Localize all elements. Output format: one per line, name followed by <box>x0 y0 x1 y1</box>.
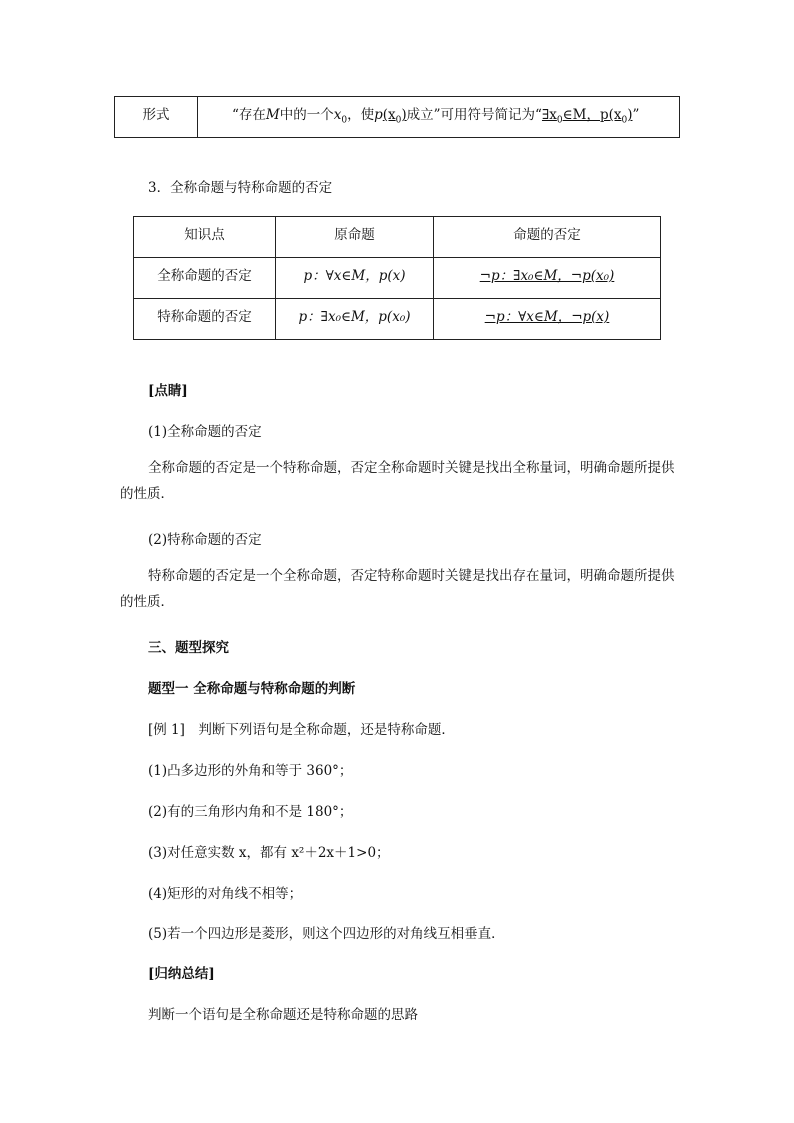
type1-heading: 题型一 全称命题与特称命题的判断 <box>148 681 356 697</box>
form-table <box>114 96 680 138</box>
header-neg: 命题的否定 <box>513 227 581 243</box>
section-three-heading: 三、题型探究 <box>148 640 229 656</box>
row-orig: p：∃x₀∈M，p(x₀) <box>298 309 411 325</box>
form-content-cell <box>198 97 680 138</box>
row-neg: ¬p：∃x₀∈M，¬p(x₀) <box>479 268 615 284</box>
table-row <box>134 299 661 340</box>
summary-title: [归纳总结] <box>148 966 215 982</box>
example-1: [例 1] 判断下列语句是全称命题，还是特称命题． <box>148 722 455 738</box>
list-item: (4)矩形的对角线不相等； <box>148 886 303 902</box>
table-row <box>134 258 661 299</box>
tips-para1: 全称命题的否定是一个特称命题，否定全称命题时关键是找出全称量词，明确命题所提供的性质． <box>120 460 675 502</box>
tips-sub1: (1)全称命题的否定 <box>148 424 262 440</box>
summary-text: 判断一个语句是全称命题还是特称命题的思路 <box>148 1007 418 1023</box>
table-header-row <box>134 217 661 258</box>
header-point: 知识点 <box>184 227 225 243</box>
section3-heading: 3．全称命题与特称命题的否定 <box>148 180 333 196</box>
form-label: 形式 <box>142 107 170 123</box>
tips-title: [点睛] <box>148 383 188 399</box>
form-content: “存在M中的一个$x_0$，使$p(x_0)$成立”可用符号简记为“$\exists x_0\in M$，$p(x_0)$” <box>232 107 640 126</box>
header-orig: 原命题 <box>334 227 375 243</box>
list-item: (1)凸多边形的外角和等于 360°； <box>148 763 353 779</box>
tips-sub2: (2)特称命题的否定 <box>148 532 262 548</box>
list-item: (5)若一个四边形是菱形，则这个四边形的对角线互相垂直． <box>148 926 505 942</box>
row-orig: p：∀x∈M，p(x) <box>303 268 406 284</box>
row-point: 特称命题的否定 <box>157 309 252 325</box>
negation-table <box>133 216 661 340</box>
row-point: 全称命题的否定 <box>157 268 252 284</box>
form-label-cell <box>115 97 198 138</box>
list-item: (3)对任意实数 x，都有 x²＋2x＋1>0； <box>148 845 390 861</box>
list-item: (2)有的三角形内角和不是 180°； <box>148 804 353 820</box>
row-neg: ¬p：∀x∈M，¬p(x) <box>484 309 610 325</box>
tips-para2: 特称命题的否定是一个全称命题，否定特称命题时关键是找出存在量词，明确命题所提供的性质． <box>120 568 675 610</box>
